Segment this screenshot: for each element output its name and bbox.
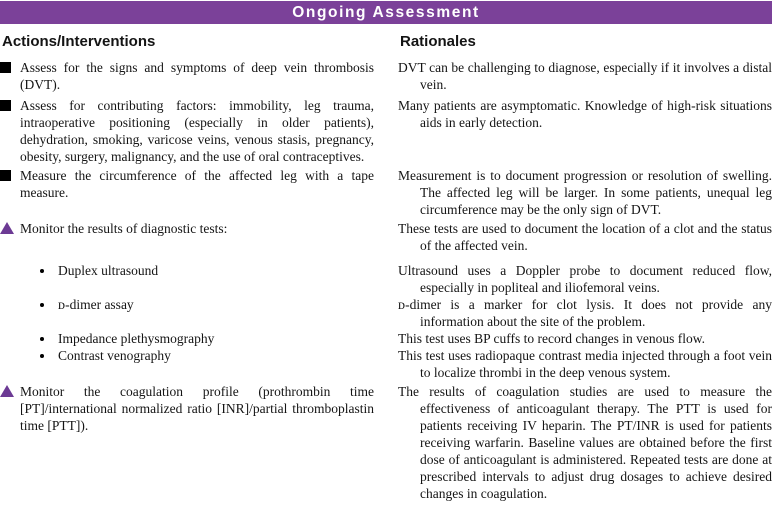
action-item xyxy=(0,97,374,165)
dot-bullet-icon xyxy=(40,354,44,358)
action-text: Impedance plethysmography xyxy=(58,331,215,346)
action-item xyxy=(0,59,374,93)
rationale-text: The results of coagulation studies are used to measure the effectiveness of anticoagulant therapy. The PTT is used for patients receiving IV heparin. The PT/INR is used for patients receiving warfarin. Baseline values are obtained before the first dose of anticoagulant is administered. Repeated tests are done at prescribed intervals to adjust drug dosages to achieve desired changes in coagulation. xyxy=(398,384,772,501)
action-cell xyxy=(0,383,374,502)
rationale-text: Many patients are asymptomatic. Knowledge of high-risk situations aids in early detection. xyxy=(398,98,772,130)
action-cell xyxy=(0,296,374,330)
rationale-cell xyxy=(398,296,772,330)
rationale-text: These tests are used to document the location of a clot and the status of the affected vein. xyxy=(398,221,772,253)
action-text: Assess for the signs and symptoms of deep vein thrombosis (DVT). xyxy=(20,60,374,92)
action-cell xyxy=(0,347,374,381)
table-row xyxy=(0,383,772,502)
rationale-text: This test uses BP cuffs to record changes in venous flow. xyxy=(398,331,705,346)
action-item xyxy=(0,383,374,434)
action-item xyxy=(0,347,374,364)
action-cell xyxy=(0,330,374,347)
action-text: Measure the circumference of the affected leg with a tape measure. xyxy=(20,168,374,200)
rationale-cell xyxy=(398,383,772,502)
rationale-cell xyxy=(398,220,772,254)
action-cell xyxy=(0,97,374,165)
action-cell xyxy=(0,167,374,218)
dot-bullet-icon xyxy=(40,337,44,341)
table-row xyxy=(0,262,772,296)
action-text: Monitor the results of diagnostic tests: xyxy=(20,221,228,236)
action-item xyxy=(0,167,374,201)
rationale-cell xyxy=(398,167,772,218)
action-item xyxy=(0,262,374,279)
rationale-text: DVT can be challenging to diagnose, especially if it involves a distal vein. xyxy=(398,60,772,92)
action-item xyxy=(0,330,374,347)
rationale-cell xyxy=(398,59,772,93)
triangle-bullet-icon xyxy=(0,222,14,234)
dot-bullet-icon xyxy=(40,303,44,307)
action-cell xyxy=(0,220,374,254)
rationales-column-header: Rationales xyxy=(400,33,476,50)
action-text: Duplex ultrasound xyxy=(58,263,159,278)
square-bullet-icon xyxy=(0,62,11,73)
action-text: Contrast venography xyxy=(58,348,171,363)
table-row xyxy=(0,347,772,381)
rationale-text: Measurement is to document progression or resolution of swelling. The affected leg will be larger. In some patients, unequal leg circumference may be the only sign of DVT. xyxy=(398,168,772,217)
table-row xyxy=(0,167,772,218)
rationale-text: This test uses radiopaque contrast media injected through a foot vein to localize thrombi in the deep venous system. xyxy=(398,348,772,380)
rationale-text: ᴅ-dimer is a marker for clot lysis. It does not provide any information about the site of the problem. xyxy=(398,297,772,329)
table-row xyxy=(0,59,772,93)
table-row xyxy=(0,330,772,347)
rationale-cell xyxy=(398,262,772,296)
square-bullet-icon xyxy=(0,100,11,111)
table-row xyxy=(0,296,772,330)
action-text: Assess for contributing factors: immobility, leg trauma, intraoperative positioning (especially in older patients), dehydration, smoking, varicose veins, venous stasis, pregnancy, obesity, surgery, malignancy, and the use of oral contraceptives. xyxy=(20,98,374,164)
assessment-table xyxy=(0,59,772,502)
triangle-bullet-icon xyxy=(0,385,14,397)
action-cell xyxy=(0,59,374,93)
square-bullet-icon xyxy=(0,170,11,181)
dot-bullet-icon xyxy=(40,269,44,273)
table-row xyxy=(0,97,772,165)
action-text: Monitor the coagulation profile (prothrombin time [PT]/international normalized ratio [INR]/partial thromboplastin time [PTT]). xyxy=(20,384,374,433)
actions-column-header: Actions/Interventions xyxy=(2,33,156,50)
action-cell xyxy=(0,262,374,296)
rationale-text: Ultrasound uses a Doppler probe to document reduced flow, especially in popliteal and iliofemoral veins. xyxy=(398,263,772,295)
action-item xyxy=(0,296,374,313)
column-headers xyxy=(0,33,772,50)
rationale-cell xyxy=(398,347,772,381)
action-text: ᴅ-dimer assay xyxy=(58,297,134,312)
rationale-cell xyxy=(398,330,772,347)
table-row xyxy=(0,220,772,254)
rationale-cell xyxy=(398,97,772,165)
section-title: Ongoing Assessment xyxy=(292,4,480,21)
action-item xyxy=(0,220,374,237)
section-title-bar xyxy=(0,1,772,24)
